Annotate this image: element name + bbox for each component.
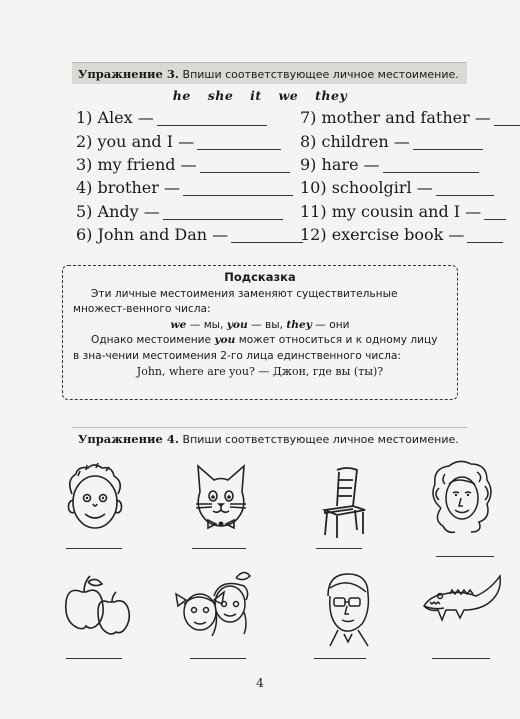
hint-example: John, where are you? — Джон, где вы (ты)? [136,365,384,378]
exercise-item[interactable]: 8) children — [300,134,483,150]
exercise-item[interactable]: 4) brother — [76,180,293,196]
answer-line[interactable] [231,230,303,243]
chair-icon [315,466,375,540]
page-number: 4 [256,676,264,690]
pronoun-they: they [315,88,348,103]
answer-line[interactable] [157,113,267,126]
hint-rule: we — мы, you — вы, they — они [170,318,350,331]
pronoun-we: we [278,88,299,103]
exercise-item[interactable]: 2) you and I — [76,134,281,150]
hint-title: Подсказка [224,270,296,284]
cat-face-icon [186,462,256,538]
answer-line[interactable] [197,137,281,150]
exercise-4-instruction: Впиши соответствующее личное местоимение. [182,433,459,446]
answer-line[interactable] [200,160,290,173]
answer-line[interactable] [163,207,283,220]
pronoun-list [0,88,520,103]
answer-line[interactable] [66,548,122,549]
answer-line[interactable] [436,556,494,557]
man-face-icon [318,566,378,648]
exercise-item[interactable]: 6) John and Dan — [76,227,303,243]
exercise-4-header [72,427,467,449]
answer-line[interactable] [192,548,246,549]
woman-face-icon [425,458,497,540]
hint-box [62,265,458,400]
pronoun-it: it [250,88,262,103]
exercise-3-header [72,62,467,84]
exercise-item[interactable]: 10) schoolgirl — [300,180,494,196]
answer-line[interactable] [413,137,483,150]
exercise-item[interactable]: 11) my cousin and I — [300,204,506,220]
answer-line[interactable] [432,658,490,659]
answer-line[interactable] [183,183,293,196]
answer-line[interactable] [467,230,503,243]
boy-face-icon [60,460,130,538]
answer-line[interactable] [383,160,479,173]
apples-icon [60,568,132,640]
pronoun-she: she [207,88,234,103]
exercise-4-label: Упражнение 4. [78,432,179,446]
answer-line[interactable] [494,113,520,126]
answer-line[interactable] [190,658,246,659]
answer-line[interactable] [314,658,366,659]
exercise-item[interactable]: 12) exercise book — [300,227,503,243]
exercise-item[interactable]: 7) mother and father — [300,110,520,126]
exercise-item[interactable]: 9) hare — [300,157,479,173]
exercise-item[interactable]: 1) Alex — [76,110,267,126]
crocodile-icon [420,572,504,632]
pronoun-he: he [172,88,191,103]
exercise-3-label: Упражнение 3. [78,67,179,81]
exercise-3-instruction: Впиши соответствующее личное местоимение. [182,68,459,81]
answer-line[interactable] [436,183,494,196]
hint-line-3: Однако местоимение you может относиться и к одному лицу в зна-чении местоимения 2-го лица единственного числа: [73,334,438,362]
exercise-item[interactable]: 3) my friend — [76,157,290,173]
children-icon [172,566,258,646]
answer-line[interactable] [316,548,362,549]
answer-line[interactable] [484,207,506,220]
hint-line-1: Эти личные местоимения заменяют существительные множест-венного числа: [73,287,398,315]
answer-line[interactable] [66,658,122,659]
exercise-item[interactable]: 5) Andy — [76,204,283,220]
